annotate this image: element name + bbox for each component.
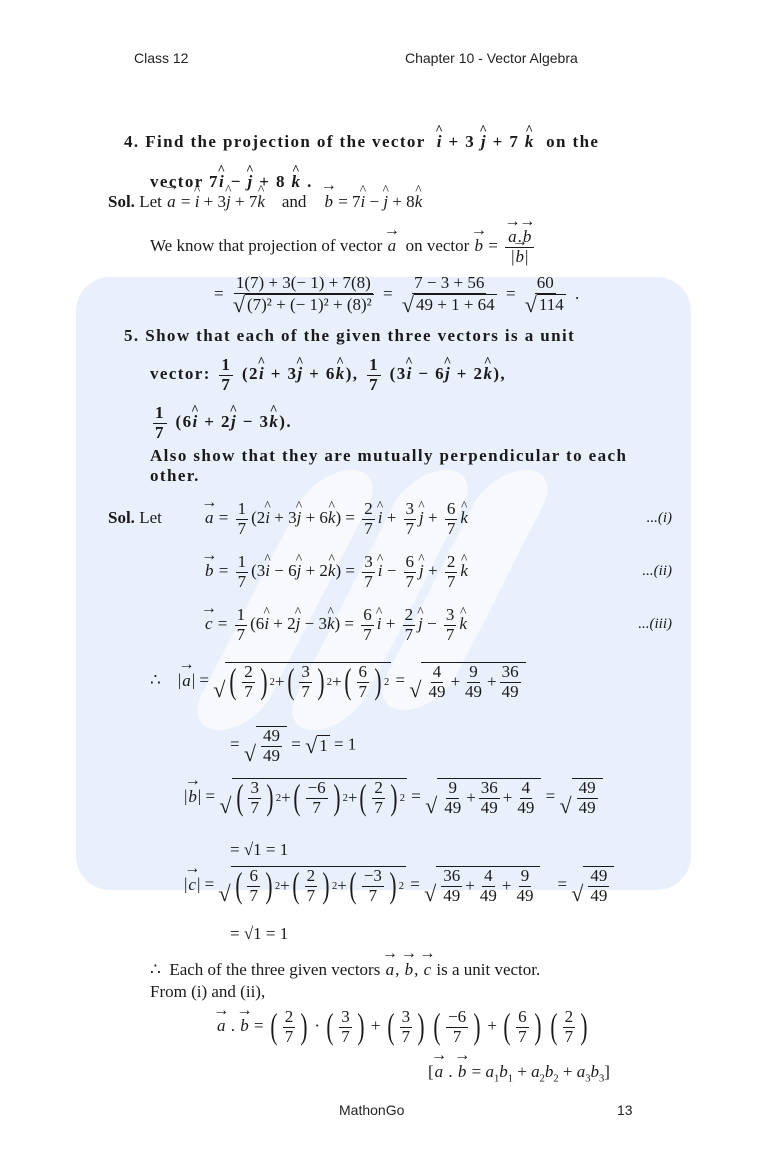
dot-product: → a . → b = ( $\frac{2}{7}$ ) · ( $\frac{3}{7}$ ) + ( $\frac{3}{7}$ ) ( $\frac{-6}{7}$ ) + ( $\frac{6}{7}$ ) ( $\frac{2}{7}$ ) (216, 1008, 590, 1046)
mag-a-result: = √ $\frac{49}{49}$ = √ 1 = 1 (230, 726, 357, 767)
eq-c: → c = $\frac{1}{7}$ (6^ i + 2^ j − 3^ k) = $\frac{6}{7}$ ^ i + $\frac{2}{7}$ ^ j − $\frac{3}{7}$ ^ k ...(iii) (204, 606, 672, 644)
mag-b-result: = √1 = 1 (230, 840, 289, 859)
mag-a: ∴ |→ a| = √ ( $\frac{2}{7}$ ) 2 + ( $\frac{3}{7}$ ) 2 + ( $\frac{6}{7}$ ) 2 = √ $\frac{4}{49}$ + $\frac{9}{49}$ + $\frac{36}{49}$ (150, 662, 526, 701)
q5-line3: $\frac{1}{7}$ (6^ i + 2^ j − 3^ k). (150, 404, 292, 442)
dot-rule: [→ a . → $b = a_1b_1 + a_2b_2 + a_3b_3$] (428, 1062, 610, 1084)
header-class: Class 12 (134, 50, 189, 66)
header-chapter: Chapter 10 - Vector Algebra (405, 50, 578, 66)
q4-text: Find the projection of the vector (145, 132, 426, 151)
q4-line2: vector 7^ i − ^ j + 8 ^ k . (150, 172, 313, 192)
q4-number: 4. (124, 132, 140, 151)
eq-a: → a = $\frac{1}{7}$ (2^ i + 3^ j + 6^ k) = $\frac{2}{7}$ ^ i + $\frac{3}{7}$ ^ j + $\frac{6}{7}$ ^ k ...(i) (204, 500, 672, 538)
q5-line4: Also show that they are mutually perpendicular to each (150, 446, 628, 465)
sol-label: Sol. (108, 192, 135, 211)
q4-sol-line: Sol. Let → a = ^ i + 3^ j + 7^ k and → b = 7^ i − ^ j + 8^ k (108, 192, 422, 212)
mag-b: |→ b| = √ ( $\frac{3}{7}$ ) 2 + ( $\frac{-6}{7}$ ) 2 + ( $\frac{2}{7}$ ) 2 = √ $\frac{9}{49}$ + $\frac{36}{49}$ + $\frac{4}{49}$ = √ $\frac{49}{49}$ (184, 778, 603, 817)
q4-know-line: We know that projection of vector → a on vector → b = → $\frac{a.\to b}{|\to b|}$ (150, 228, 537, 266)
q4-line1: 4. Find the projection of the vector ^ i + 3 ^ j + 7 ^ k on the (124, 132, 599, 152)
conclusion-line: ∴ Each of the three given vectors → a, → b, → c is a unit vector. (150, 960, 540, 980)
q5-line2: vector: $\frac{1}{7}$ (2^ i + 3^ j + 6^ k), $\frac{1}{7}$ (3^ i − 6^ j + 2^ k), (150, 356, 506, 394)
mag-c: |→ c| = √ ( $\frac{6}{7}$ ) 2 + ( $\frac{2}{7}$ ) 2 + ( $\frac{-3}{7}$ ) 2 = √ $\frac{36}{49}$ + $\frac{4}{49}$ + $\frac{9}{49}$ = √ $\frac{49}{49}$ (184, 866, 614, 905)
q5-line5: other. (150, 466, 200, 485)
footer-brand: MathonGo (339, 1102, 405, 1118)
q4-computation: = 1(7) + 3(− 1) + 7(8) √ (7)² + (− 1)² + (8)² = 7 − 3 + 56 √ 49 + 1 + 64 = 60 √ 114 . (214, 273, 580, 317)
mag-c-result: = √1 = 1 (230, 924, 289, 943)
q5-line1: 5. Show that each of the given three vectors is a unit (124, 326, 576, 345)
q5-sol-label: Sol. Let (108, 508, 162, 527)
page-number: 13 (617, 1102, 633, 1118)
eq-b: → b = $\frac{1}{7}$ (3^ i − 6^ j + 2^ k) = $\frac{3}{7}$ ^ i − $\frac{6}{7}$ ^ j + $\frac{2}{7}$ ^ k ...(ii) (204, 553, 672, 591)
from-line: From (i) and (ii), (150, 982, 266, 1001)
